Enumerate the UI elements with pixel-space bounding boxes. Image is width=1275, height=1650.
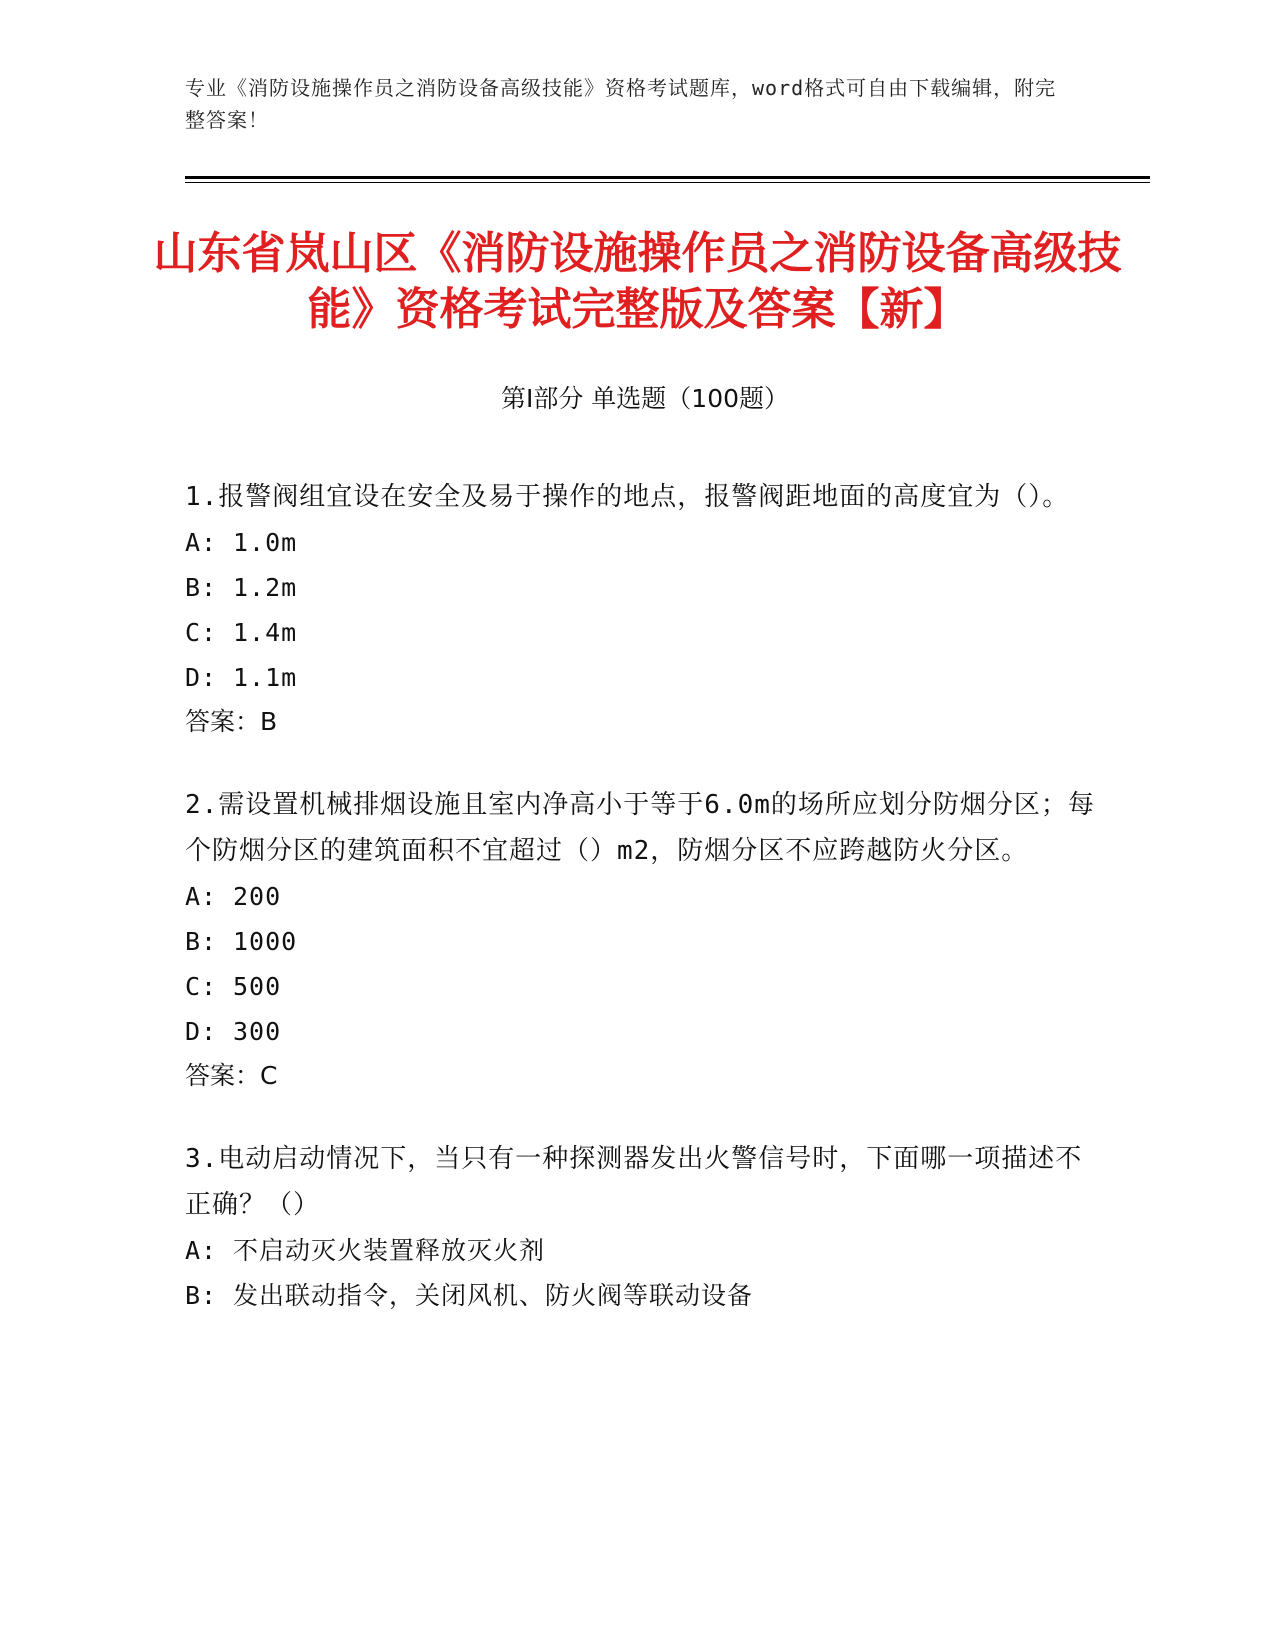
document-title: 山东省岚山区《消防设施操作员之消防设备高级技能》资格考试完整版及答案【新】 (153, 228, 1122, 335)
question-text: 2.需设置机械排烟设施且室内净高小于等于6.0m的场所应划分防烟分区；每个防烟分区的建筑面积不宜超过（）m2，防烟分区不应跨越防火分区。 (185, 790, 1095, 866)
header-rule-thin (185, 182, 1150, 183)
option-text: 不启动灭火装置释放灭火剂 (233, 1236, 546, 1265)
option-label: B: (185, 573, 218, 602)
question-3 (185, 1136, 1095, 1318)
option-label: B: (185, 927, 218, 956)
question-1 (185, 474, 1095, 744)
option-label: A: (185, 528, 218, 557)
option-text: 发出联动指令，关闭风机、防火阀等联动设备 (233, 1281, 754, 1310)
header-rule-thick (185, 176, 1150, 179)
option-d (185, 1009, 1095, 1054)
question-2 (185, 782, 1095, 1098)
option-text: 1.1m (233, 663, 298, 692)
question-list (185, 474, 1095, 1356)
option-label: C: (185, 972, 218, 1001)
answer: 答案：B (185, 707, 278, 736)
option-a (185, 1228, 1095, 1273)
header-note: 专业《消防设施操作员之消防设备高级技能》资格考试题库，word格式可自由下载编辑，附完整答案！ (185, 76, 1057, 132)
option-d (185, 655, 1095, 700)
question-text: 1.报警阀组宜设在安全及易于操作的地点，报警阀距地面的高度宜为（）。 (185, 482, 1070, 512)
option-text: 1000 (233, 927, 298, 956)
question-text: 3.电动启动情况下，当只有一种探测器发出火警信号时，下面哪一项描述不正确？（） (185, 1144, 1083, 1220)
option-text: 1.0m (233, 528, 298, 557)
option-label: C: (185, 618, 218, 647)
option-b (185, 1273, 1095, 1318)
option-label: D: (185, 1017, 218, 1046)
option-text: 500 (233, 972, 282, 1001)
option-b (185, 565, 1095, 610)
option-label: A: (185, 1236, 218, 1265)
answer: 答案：C (185, 1061, 278, 1090)
option-text: 1.2m (233, 573, 298, 602)
option-b (185, 919, 1095, 964)
option-label: D: (185, 663, 218, 692)
option-label: A: (185, 882, 218, 911)
option-c (185, 964, 1095, 1009)
option-text: 300 (233, 1017, 282, 1046)
option-text: 1.4m (233, 618, 298, 647)
section-heading: 第I部分 单选题（100题） (500, 384, 790, 413)
option-a (185, 520, 1095, 565)
option-text: 200 (233, 882, 282, 911)
option-c (185, 610, 1095, 655)
option-a (185, 874, 1095, 919)
option-label: B: (185, 1281, 218, 1310)
